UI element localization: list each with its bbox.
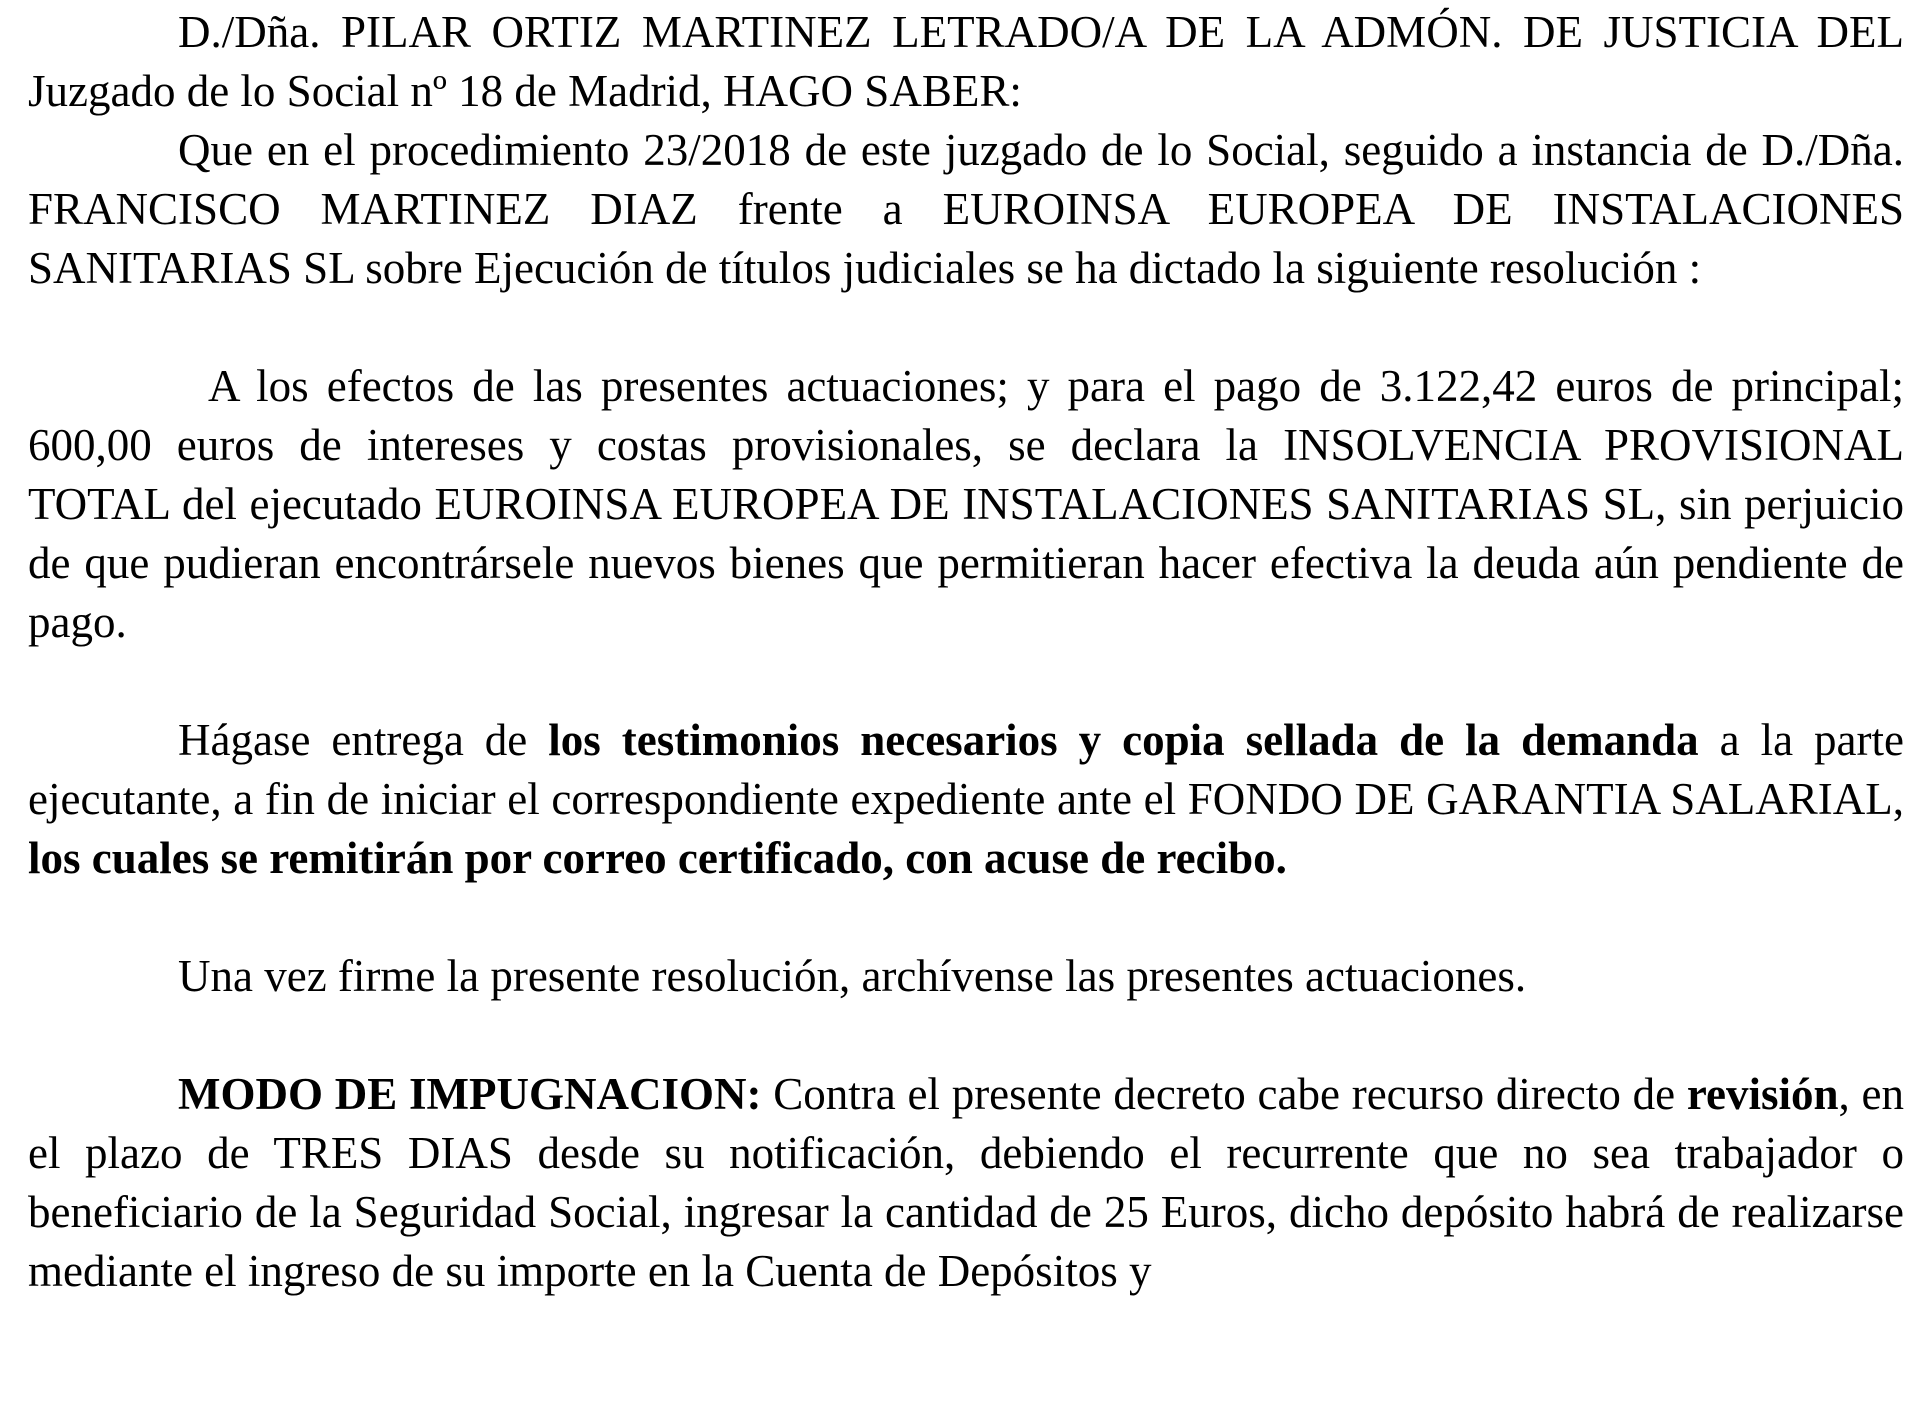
appeal-text-1: Contra el presente decreto cabe recurso directo de <box>761 1069 1687 1119</box>
insolvency-paragraph <box>28 357 1904 652</box>
spacer <box>28 888 1904 947</box>
intro-paragraph <box>28 121 1904 298</box>
document-page <box>28 0 1904 1404</box>
intro-text: Que en el procedimiento 23/2018 de este juzgado de lo Social, seguido a instancia de D./Dña. FRANCISCO MARTINEZ DIAZ frente a EUROINSA EUROPEA DE INSTALACIONES SANITARIAS SL sobre Ejecución de títulos judiciales se ha dictado la siguiente resolución : <box>28 125 1904 293</box>
delivery-bold-2: los cuales se remitirán por correo certificado, con acuse de recibo. <box>28 833 1287 883</box>
appeal-paragraph <box>28 1065 1904 1301</box>
delivery-text-2: a la parte ejecutante, a fin de iniciar el correspondiente expediente ante el FONDO DE GARANTIA SALARIAL, <box>28 715 1904 824</box>
delivery-text-1: Hágase entrega de <box>178 715 549 765</box>
spacer <box>28 1006 1904 1065</box>
header-text: D./Dña. PILAR ORTIZ MARTINEZ LETRADO/A DE LA ADMÓN. DE JUSTICIA DEL Juzgado de lo Social nº 18 de Madrid, HAGO SABER: <box>28 7 1904 116</box>
archive-paragraph <box>28 947 1904 1006</box>
appeal-bold-1: revisión <box>1686 1069 1839 1119</box>
appeal-heading: MODO DE IMPUGNACION: <box>178 1069 762 1119</box>
spacer <box>28 652 1904 711</box>
spacer <box>28 298 1904 357</box>
header-paragraph <box>28 3 1904 121</box>
delivery-bold-1: los testimonios necesarios y copia sellada de la demanda <box>548 715 1699 765</box>
appeal-text-2: , en el plazo de TRES DIAS desde su notificación, debiendo el recurrente que no sea trabajador o beneficiario de la Seguridad Social, ingresar la cantidad de 25 Euros, dicho depósito habrá de realizarse mediante el ingreso de su importe en la Cuenta de Depósitos y <box>28 1069 1904 1296</box>
archive-text: Una vez firme la presente resolución, archívense las presentes actuaciones. <box>178 951 1527 1001</box>
delivery-paragraph <box>28 711 1904 888</box>
insolvency-text: A los efectos de las presentes actuaciones; y para el pago de 3.122,42 euros de principal; 600,00 euros de intereses y costas provisionales, se declara la INSOLVENCIA PROVISIONAL TOTAL del ejecutado EUROINSA EUROPEA DE INSTALACIONES SANITARIAS SL, sin perjuicio de que pudieran encontrársele nuevos bienes que permitieran hacer efectiva la deuda aún pendiente de pago. <box>28 361 1904 647</box>
